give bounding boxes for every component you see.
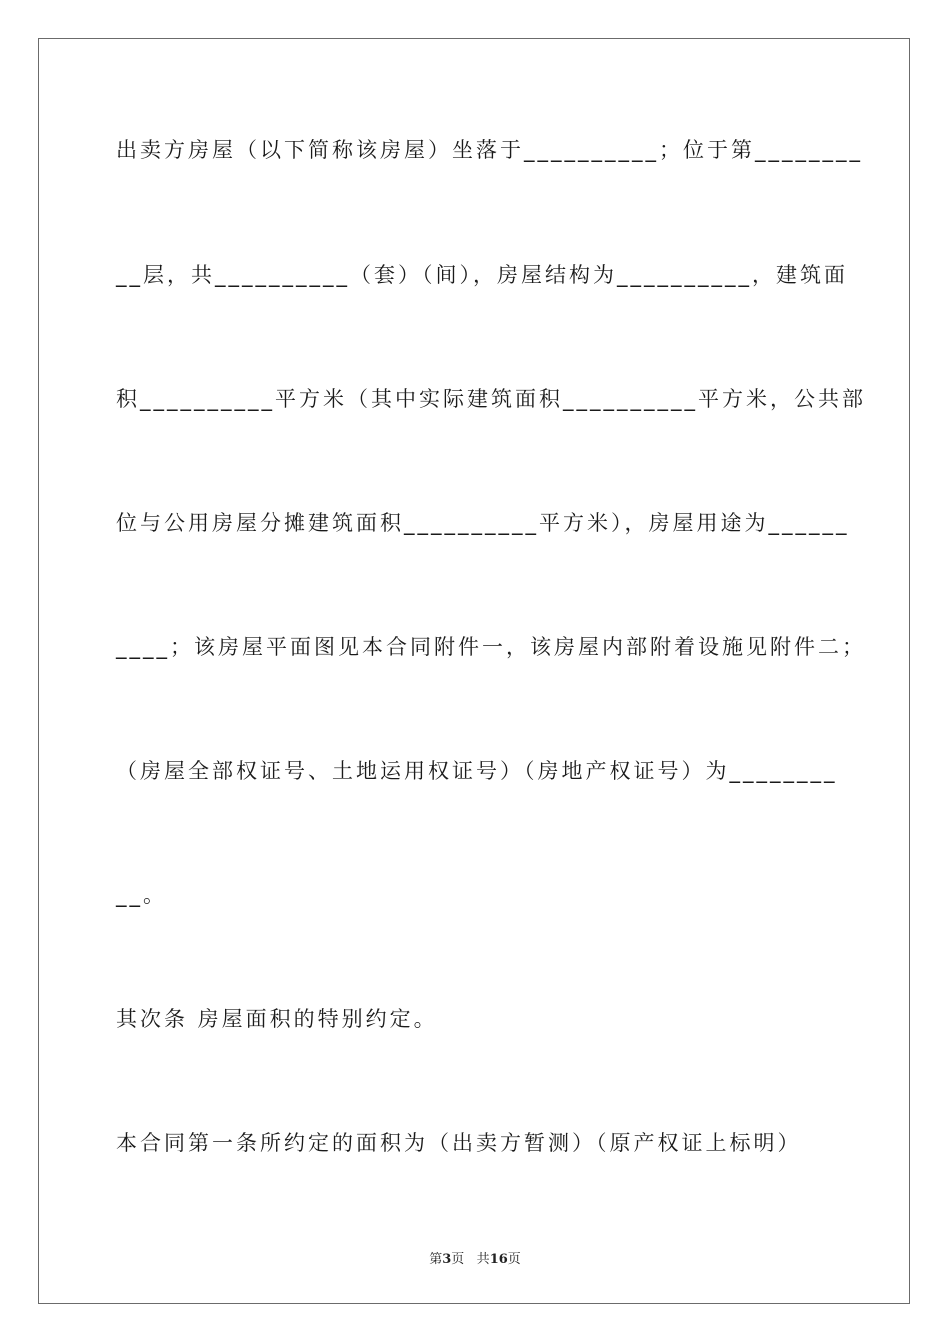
contract-line-6: （房屋全部权证号、土地运用权证号）（房地产权证号）为________ bbox=[116, 759, 838, 783]
current-page-number: 3 bbox=[442, 1252, 452, 1267]
contract-line-7: __。 bbox=[116, 883, 167, 907]
total-page-number: 16 bbox=[489, 1252, 508, 1267]
page-footer bbox=[0, 1248, 950, 1267]
page-prefix: 第 bbox=[429, 1252, 443, 1267]
total-prefix: 共 bbox=[476, 1252, 490, 1267]
total-suffix: 页 bbox=[507, 1252, 521, 1267]
contract-line-1: 出卖方房屋（以下简称该房屋）坐落于__________；位于第________ bbox=[116, 138, 863, 162]
section-heading: 其次条 房屋面积的特别约定。 bbox=[116, 1007, 438, 1031]
contract-line-4: 位与公用房屋分摊建筑面积__________平方米），房屋用途为______ bbox=[116, 511, 850, 535]
contract-line-3: 积__________平方米（其中实际建筑面积__________平方米，公共部 bbox=[116, 387, 866, 411]
contract-line-9: 本合同第一条所约定的面积为（出卖方暂测）（原产权证上标明） bbox=[116, 1131, 802, 1155]
page-border bbox=[38, 38, 910, 1304]
contract-line-2: __层，共__________（套）（间），房屋结构为__________，建筑面 bbox=[116, 263, 848, 287]
page-suffix: 页 bbox=[451, 1252, 465, 1267]
contract-line-5: ____；该房屋平面图见本合同附件一，该房屋内部附着设施见附件二； bbox=[116, 635, 866, 659]
